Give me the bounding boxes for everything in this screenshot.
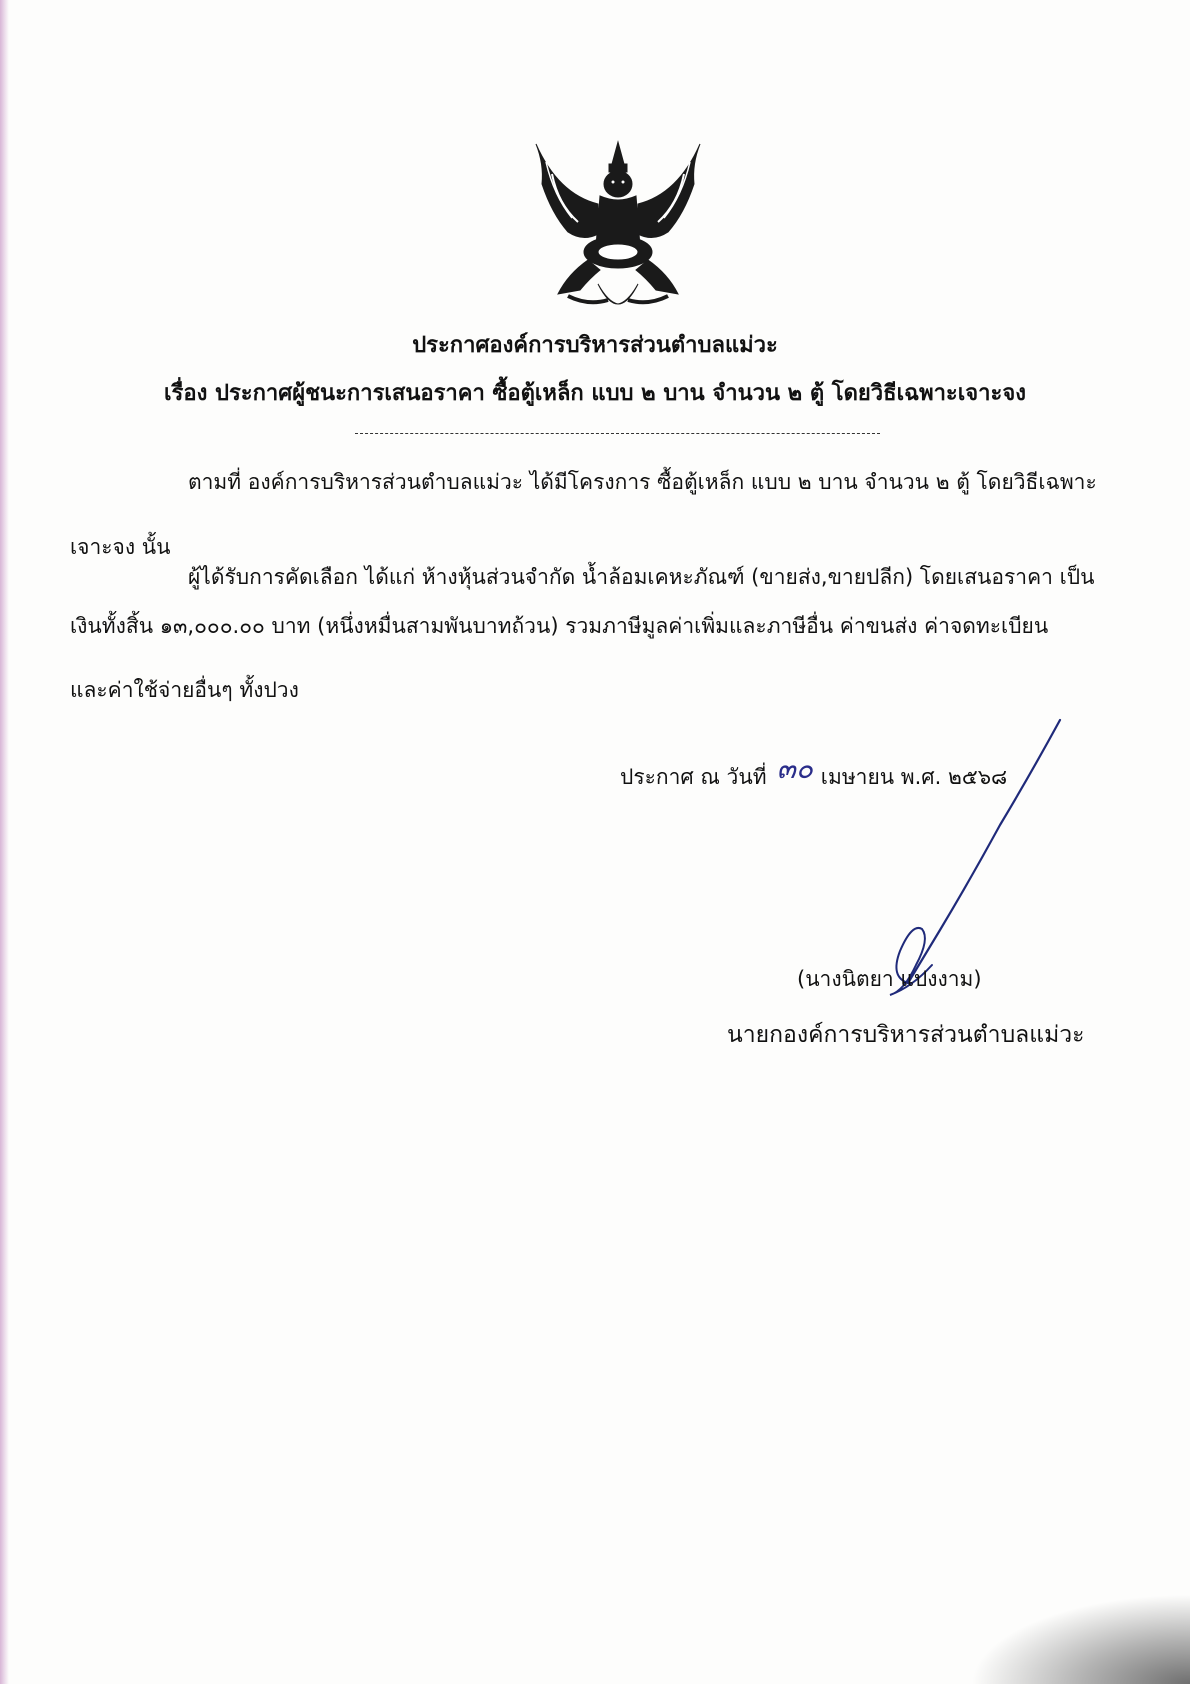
paragraph-2-line-1: ผู้ได้รับการคัดเลือก ได้แก่ ห้างหุ้นส่วนจำกัด น้ำล้อมเคหะภัณฑ์ (ขายส่ง,ขายปลีก) โดยเสนอราคา เป็น (188, 565, 1095, 589)
signer-position: นายกองค์การบริหารส่วนตำบลแม่วะ (727, 1022, 1085, 1048)
date-month-year: เมษายน พ.ศ. ๒๕๖๘ (820, 765, 1008, 789)
handwritten-day: ๓๐ (776, 752, 813, 785)
paragraph-1-line-1: ตามที่ องค์การบริหารส่วนตำบลแม่วะ ได้มีโครงการ ซื้อตู้เหล็ก แบบ ๒ บาน จำนวน ๒ ตู้ โดยวิธีเฉพาะ (188, 470, 1097, 494)
paragraph-1-line-2: เจาะจง นั้น (70, 535, 171, 559)
divider-line (355, 433, 880, 434)
paragraph-2-line-2: เงินทั้งสิ้น ๑๓,๐๐๐.๐๐ บาท (หนึ่งหมื่นสามพันบาทถ้วน) รวมภาษีมูลค่าเพิ่มและภาษีอื่น ค่าขนส่ง ค่าจดทะเบียน (70, 614, 1049, 638)
subject-line: เรื่อง ประกาศผู้ชนะการเสนอราคา ซื้อตู้เหล็ก แบบ ๒ บาน จำนวน ๒ ตู้ โดยวิธีเฉพาะเจาะจง (164, 381, 1026, 406)
scan-edge (0, 0, 9, 1684)
scan-shadow (970, 1594, 1190, 1684)
paragraph-2-line-3: และค่าใช้จ่ายอื่นๆ ทั้งปวง (70, 678, 299, 702)
signer-name: (นางนิตยา แปงงาม) (797, 967, 982, 991)
announcement-title: ประกาศองค์การบริหารส่วนตำบลแม่วะ (412, 333, 778, 358)
date-prefix: ประกาศ ณ วันที่ (620, 765, 767, 789)
garuda-emblem-icon (528, 134, 708, 324)
